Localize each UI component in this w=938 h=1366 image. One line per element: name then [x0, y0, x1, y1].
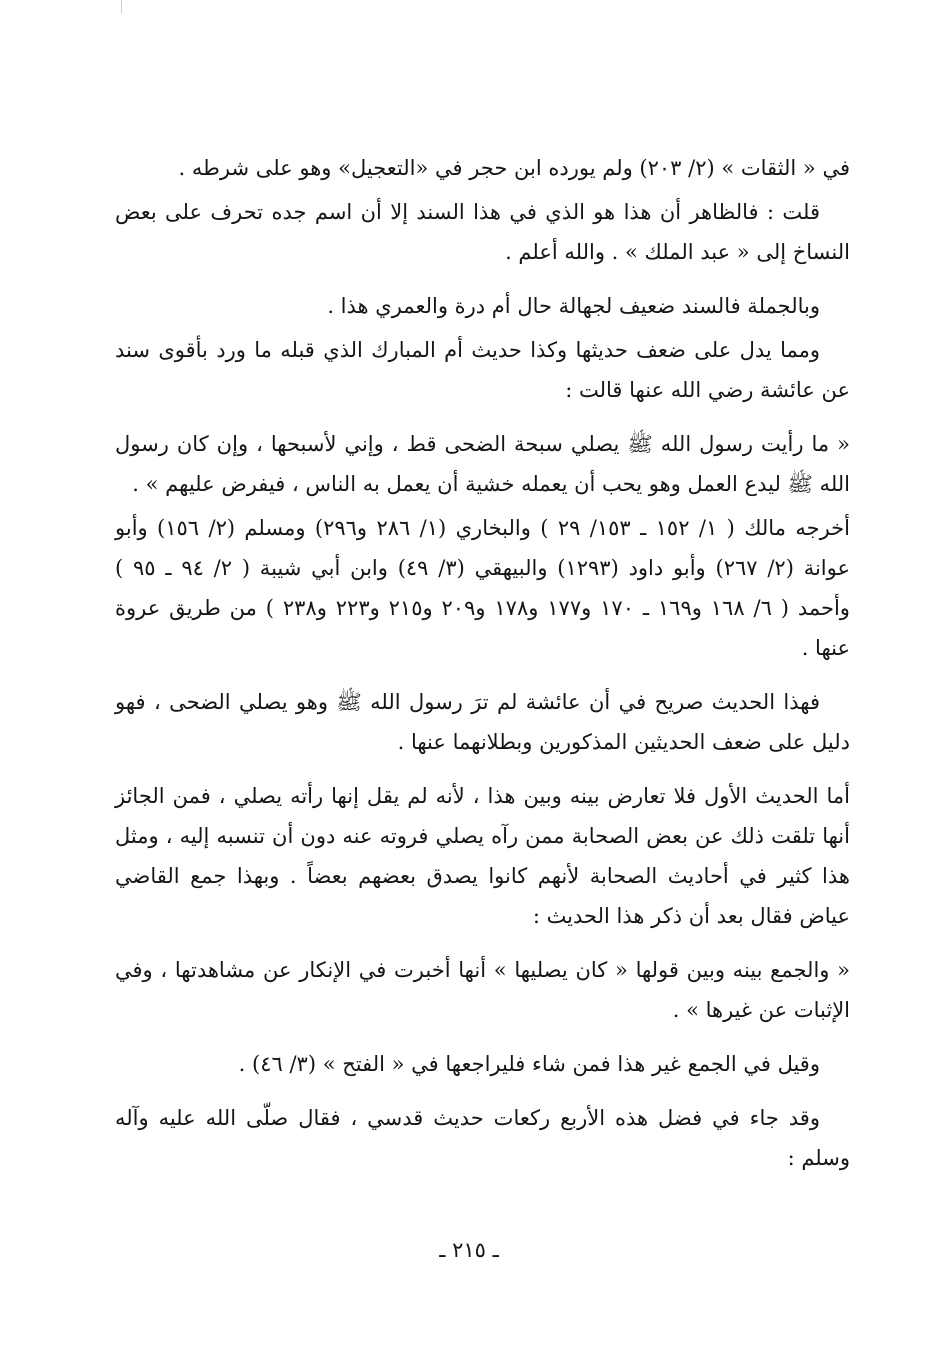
scan-mark: [121, 0, 122, 14]
paragraph-stronger-evidence: ومما يدل على ضعف حديثها وكذا حديث أم المبارك الذي قبله ما ورد بأقوى سند عن عائشة رضي الله عنها قالت :: [115, 338, 850, 402]
paragraph-hadith-explanation: فهذا الحديث صريح في أن عائشة لم ترَ رسول الله ﷺ وهو يصلي الضحى ، فهو دليل على ضعف الحديثين المذكورين وبطلانهما عنها .: [115, 690, 850, 754]
paragraph-aisha-hadith-quote: « ما رأيت رسول الله ﷺ يصلي سبحة الضحى قط ، وإني لأسبحها ، وإن كان رسول الله ﷺ ليدع العمل وهو يحب أن يعمله خشية أن يعمل به الناس ، فيفرض عليهم » .: [115, 432, 850, 496]
paragraph-author-remark: قلت : فالظاهر أن هذا هو الذي في هذا السند إلا أن اسم جده تحرف على بعض النساخ إلى « عبد الملك » . والله أعلم .: [115, 200, 850, 264]
page-body: [115, 148, 850, 1192]
page-number: ـ ٢١٥ ـ: [439, 1238, 499, 1262]
paragraph-qadi-iyad-quote: « والجمع بينه وبين قولها « كان يصليها » أنها أخبرت في الإنكار عن مشاهدتها ، وفي الإثبات عن غيرها » .: [115, 958, 850, 1022]
paragraph-fath-reference: وقيل في الجمع غير هذا فمن شاء فليراجعها في « الفتح » (٣/ ٤٦) .: [238, 1052, 820, 1076]
paragraph-thiqat-reference: في « الثقات » (٢/ ٢٠٣) ولم يورده ابن حجر في «التعجيل» وهو على شرطه .: [178, 156, 850, 180]
paragraph-hadith-qudsi-intro: وقد جاء في فضل هذه الأربع ركعات حديث قدسي ، فقال صلّى الله عليه وآله وسلم :: [115, 1106, 850, 1170]
paragraph-no-contradiction: أما الحديث الأول فلا تعارض بينه وبين هذا ، لأنه لم يقل إنها رأته يصلي ، فمن الجائز أنها تلقت ذلك عن بعض الصحابة ممن رآه يصلي فروته عنه دون أن تنسبه إليه ، ومثل هذا كثير في أحاديث الصحابة لأنهم كانوا يصدق بعضهم بعضاً . وبهذا جمع القاضي عياض فقال بعد أن ذكر هذا الحديث :: [115, 784, 850, 928]
paragraph-isnad-weakness: وبالجملة فالسند ضعيف لجهالة حال أم درة والعمري هذا .: [327, 294, 820, 318]
paragraph-takhrij-sources: أخرجه مالك ( ١/ ١٥٢ ـ ١٥٣/ ٢٩ ) والبخاري (١/ ٢٨٦ و٢٩٦) ومسلم (٢/ ١٥٦) وأبو عوانة (٢/ ٢٦٧) وأبو داود (١٢٩٣) والبيهقي (٣/ ٤٩) وابن أبي شيبة ( ٢/ ٩٤ ـ ٩٥ ) وأحمد ( ٦/ ١٦٨ و١٦٩ ـ ١٧٠ و١٧٧ و١٧٨ و٢٠٩ و٢١٥ و٢٢٣ و٢٣٨ ) من طريق عروة عنها .: [115, 516, 851, 660]
